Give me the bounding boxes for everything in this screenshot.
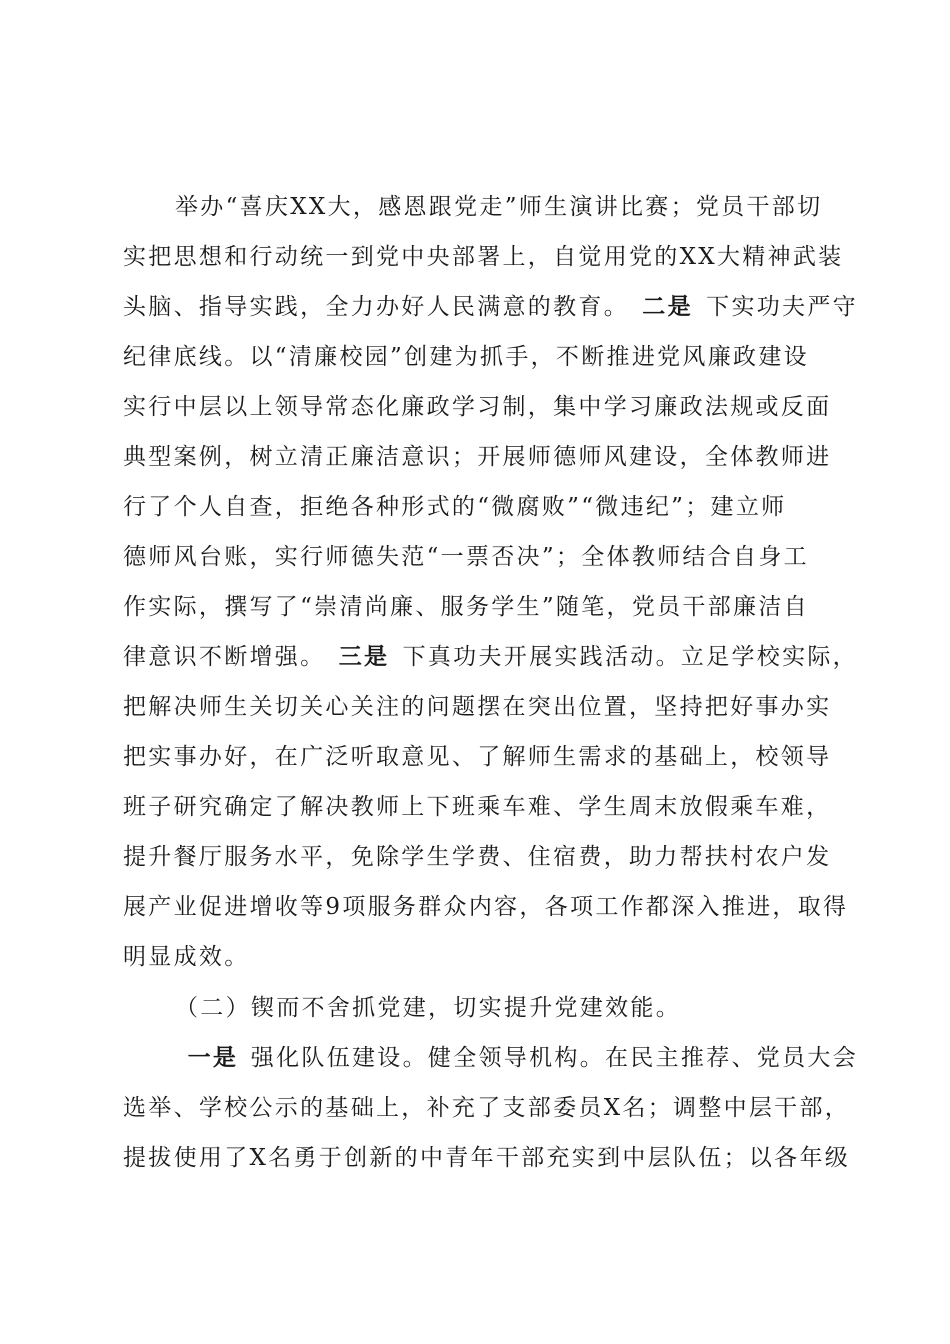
p1-line-3-post: 下实功夫严守	[706, 294, 858, 320]
p1-line-4: 纪律底线。以“清廉校园”创建为抓手，不断推进党风廉政建设	[123, 344, 809, 370]
p1-line-10	[123, 642, 858, 672]
p2-line-3: 提拔使用了X名勇于创新的中青年干部充实到中层队伍；以各年级	[123, 1145, 851, 1171]
p1-line-3	[123, 292, 858, 322]
p2-line-1-post: 强化队伍建设。健全领导机构。在民主推荐、党员大会	[250, 1045, 858, 1071]
p2-line-1	[175, 1043, 858, 1073]
p1-line-5: 实行中层以上领导常态化廉政学习制，集中学习廉政法规或反面	[123, 394, 832, 420]
p1-line-3-pre: 头脑、指导实践，全力办好人民满意的教育。	[123, 294, 629, 320]
section-heading: （二）锲而不舍抓党建，切实提升党建效能。	[175, 995, 681, 1021]
p1-line-10-post: 下真功夫开展实践活动。立足学校实际，	[402, 644, 858, 670]
p1-line-13: 班子研究确定了解决教师上下班乘车难、学生周末放假乘车难，	[123, 794, 832, 820]
p1-line-8: 德师风台账，实行师德失范“一票否决”；全体教师结合自身工	[123, 544, 809, 570]
p1-line-16: 明显成效。	[123, 944, 250, 970]
p2-line-2: 选举、学校公示的基础上，补充了支部委员X名；调整中层干部，	[123, 1095, 851, 1121]
p1-line-2: 实把思想和行动统一到党中央部署上，自觉用党的XX大精神武装	[123, 244, 844, 270]
p1-line-12: 把实事办好，在广泛听取意见、了解师生需求的基础上，校领导	[123, 744, 832, 770]
p1-line-1: 举办“喜庆XX大，感恩跟党走”师生演讲比赛；党员干部切	[175, 194, 823, 220]
p1-line-9: 作实际，撰写了“崇清尚廉、服务学生”随笔，党员干部廉洁自	[123, 594, 809, 620]
p1-line-11: 把解决师生关切关心关注的问题摆在突出位置，坚持把好事办实	[123, 694, 832, 720]
p1-line-10-bold: 三是	[338, 643, 390, 670]
p1-line-15: 展产业促进增收等9项服务群众内容，各项工作都深入推进，取得	[123, 894, 849, 920]
p1-line-7: 行了个人自查，拒绝各种形式的“微腐败”“微违纪”；建立师	[123, 494, 787, 520]
p1-line-6: 典型案例，树立清正廉洁意识；开展师德师风建设，全体教师进	[123, 444, 832, 470]
p1-line-3-bold: 二是	[642, 293, 693, 320]
p1-line-10-pre: 律意识不断增强。	[123, 644, 326, 670]
p1-line-14: 提升餐厅服务水平，免除学生学费、住宿费，助力帮扶村农户发	[123, 844, 832, 870]
p2-line-1-bold: 一是	[187, 1044, 239, 1071]
